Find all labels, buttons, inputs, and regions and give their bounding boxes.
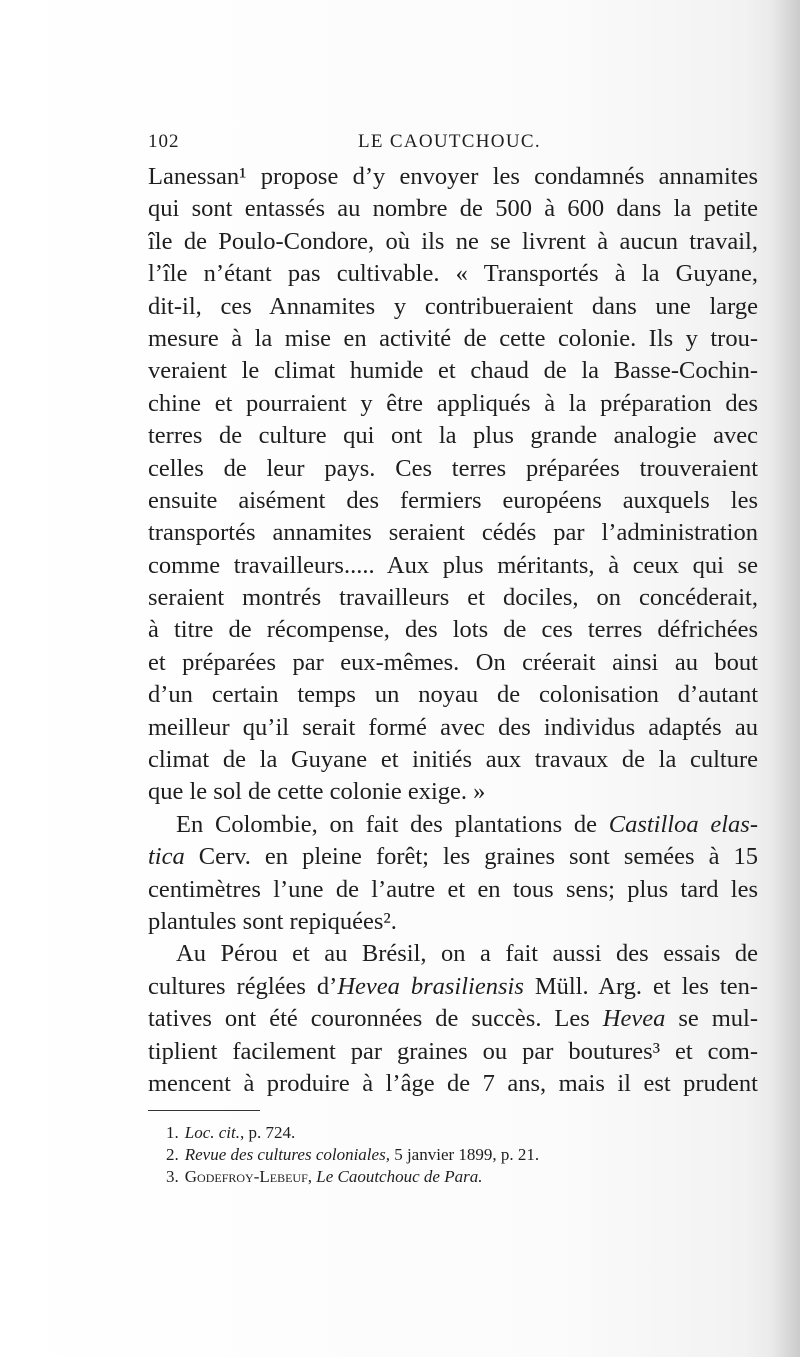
footnote-number: 1. [166, 1123, 179, 1142]
text-line [148, 971, 758, 1003]
text-line: terres de culture qui ont la plus grande analogie avec [148, 422, 758, 450]
footnote-2 [166, 1144, 726, 1166]
species-name: Hevea brasiliensis [337, 972, 524, 1000]
text-line: mesure à la mise en activité de cette colonie. Ils y trou- [148, 324, 758, 352]
text-line: meilleur qu’il serait formé avec des individus adaptés au [148, 713, 758, 741]
running-head [148, 131, 758, 157]
text-line: comme travailleurs..... Aux plus méritants, à ceux qui se [148, 551, 758, 579]
text-line [148, 841, 758, 873]
text-line: chine et pourraient y être appliqués à la préparation des [148, 389, 758, 417]
text-run: se mul- [665, 1005, 758, 1033]
page-edge-shadow [772, 0, 800, 1357]
genus-name: Hevea [602, 1005, 666, 1033]
text-run: tatives ont été couronnées de succès. Les [148, 1005, 603, 1033]
text-line: dit-il, ces Annamites y contribueraient dans une large [148, 292, 758, 320]
footnote-1 [166, 1122, 726, 1144]
text-line: plantules sont repiquées². [148, 907, 397, 935]
text-line: celles de leur pays. Ces terres préparées trouveraient [148, 454, 758, 482]
footnote-citation: Le Caoutchouc de Para. [316, 1167, 483, 1186]
text-line: à titre de récompense, des lots de ces terres défrichées [148, 616, 758, 644]
footnote-citation: Loc. cit. [184, 1123, 240, 1142]
text-line: Lanessan¹ propose d’y envoyer les condamnés annamites [148, 163, 758, 190]
text-run: En Colombie, on fait des plantations de [176, 810, 609, 838]
text-line: Au Pérou et au Brésil, on a fait aussi des essais de [176, 940, 758, 968]
species-name: Castilloa elas- [608, 810, 758, 838]
footnote-3 [166, 1166, 726, 1188]
page-number: 102 [148, 131, 180, 152]
running-title: LE CAOUTCHOUC. [358, 131, 541, 152]
text-line: mencent à produire à l’âge de 7 ans, mais il est prudent [148, 1069, 758, 1097]
text-line: veraient le climat humide et chaud de la Basse-Cochin- [148, 357, 758, 385]
text-line: transportés annamites seraient cédés par l’administration [148, 519, 758, 547]
text-line: seraient montrés travailleurs et dociles, on concéderait, [148, 584, 758, 612]
text-line: que le sol de cette colonie exige. » [148, 778, 486, 806]
text-run: Müll. Arg. et les ten- [523, 972, 758, 1000]
text-line: tiplient facilement par graines ou par boutures³ et com- [148, 1037, 758, 1065]
footnote-author: Godefroy-Lebeuf, [184, 1167, 312, 1186]
text-line: climat de la Guyane et initiés aux travaux de la culture [148, 746, 758, 774]
footnote-number: 2. [166, 1145, 179, 1164]
text-line: d’un certain temps un noyau de colonisation d’autant [148, 681, 758, 709]
text-line: et préparées par eux-mêmes. On créerait ainsi au bout [148, 648, 758, 676]
body-text [148, 161, 758, 1100]
text-run: Cerv. en pleine forêt; les graines sont semées à 15 [184, 843, 758, 871]
text-line: ensuite aisément des fermiers européens auxquels les [148, 486, 758, 514]
footnote-text: 5 janvier 1899, p. 21. [389, 1145, 540, 1164]
text-line: centimètres l’une de l’autre et en tous sens; plus tard les [148, 875, 758, 903]
footnotes [166, 1122, 726, 1188]
footnote-citation: Revue des cultures coloniales, [184, 1145, 390, 1164]
text-run: cultures réglées d’ [148, 972, 338, 1000]
text-line [148, 1003, 758, 1035]
footnote-number: 3. [166, 1167, 179, 1186]
text-line [148, 809, 758, 841]
footnote-text: , p. 724. [240, 1123, 296, 1142]
footnote-rule [148, 1110, 260, 1111]
species-name: tica [148, 843, 185, 871]
text-line: l’île n’étant pas cultivable. « Transportés à la Guyane, [148, 260, 758, 288]
text-line: qui sont entassés au nombre de 500 à 600 dans la petite [148, 195, 758, 223]
text-line: île de Poulo-Condore, où ils ne se livrent à aucun travail, [148, 227, 758, 255]
